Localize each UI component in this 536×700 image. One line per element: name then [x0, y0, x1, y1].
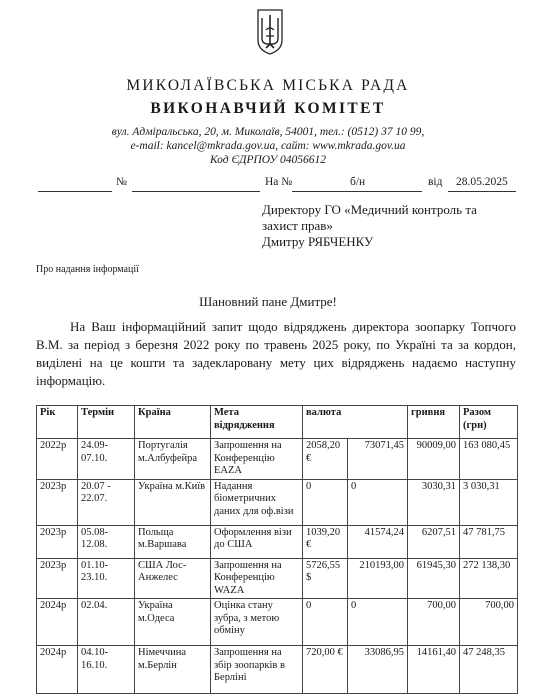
cell-term: 04.10-16.10. [78, 646, 135, 694]
cell-total: 272 138,30 [460, 558, 518, 599]
cell-currency-uah: 73071,45 [348, 439, 408, 480]
cell-country: Україна м.Одеса [135, 599, 211, 646]
body-paragraph: На Ваш інформаційний запит щодо відряджень директора зоопарку Топчого В.М. за період з березня 2022 року по травень 2025 року, по Україні та за кордон, виділені на це кошти та задекларовану мету цих відряджень надаємо наступну інформацію. [36, 319, 516, 388]
cell-country: Польща м.Варшава [135, 525, 211, 558]
ukraine-trident-icon [256, 8, 284, 56]
cell-year: 2022р [37, 439, 78, 480]
cell-purpose: Запрошення на Конференцію EAZA [211, 439, 303, 480]
table-row [37, 558, 518, 599]
org-name: МИКОЛАЇВСЬКА МІСЬКА РАДА [126, 77, 410, 94]
org-edrpou: Код ЄДРПОУ 04056612 [209, 154, 327, 166]
cell-uah: 700,00 [408, 599, 460, 646]
cell-purpose: Запрошення на Конференцію WAZA [211, 558, 303, 599]
cell-purpose: Оформлення візи до США [211, 525, 303, 558]
subject: Про надання інформації [36, 264, 139, 275]
table-row [37, 525, 518, 558]
recipient-block [262, 202, 522, 250]
header-uah: гривня [408, 406, 460, 439]
org-contacts: e-mail: kancel@mkrada.gov.ua, сайт: www.mkrada.gov.ua [130, 140, 406, 152]
cell-country: Португалія м.Албуфейра [135, 439, 211, 480]
cell-currency-uah: 210193,00 [348, 558, 408, 599]
cell-year: 2024р [37, 599, 78, 646]
cell-total: 47 248,35 [460, 646, 518, 694]
cell-total: 47 781,75 [460, 525, 518, 558]
recipient-line-2: захист прав» [262, 218, 333, 233]
table-row [37, 479, 518, 525]
cell-total: 163 080,45 [460, 439, 518, 480]
outgoing-number-line [132, 191, 260, 192]
cell-currency-uah: 33086,95 [348, 646, 408, 694]
cell-currency: 0 [303, 599, 348, 646]
cell-term: 05.08-12.08. [78, 525, 135, 558]
cell-year: 2023р [37, 525, 78, 558]
incoming-number-label: На № [265, 176, 293, 188]
cell-year: 2023р [37, 479, 78, 525]
table-row [37, 599, 518, 646]
header-country: Країна [135, 406, 211, 439]
cell-purpose: Надання біометричних даних для оф.візи [211, 479, 303, 525]
cell-currency: 0 [303, 479, 348, 525]
cell-purpose: Запрошення на збір зоопарків в Берліні [211, 646, 303, 694]
cell-country: Україна м.Київ [135, 479, 211, 525]
date-value: 28.05.2025 [456, 176, 508, 188]
header-year: Рік [37, 406, 78, 439]
cell-year: 2023р [37, 558, 78, 599]
cell-currency: 5726,55 $ [303, 558, 348, 599]
cell-currency-uah: 41574,24 [348, 525, 408, 558]
cell-uah: 14161,40 [408, 646, 460, 694]
table-row [37, 439, 518, 480]
cell-purpose: Оцінка стану зубра, з метою обміну [211, 599, 303, 646]
cell-country: Німеччина м.Берлін [135, 646, 211, 694]
cell-currency: 2058,20 € [303, 439, 348, 480]
header-total: Разом (грн) [460, 406, 518, 439]
cell-currency: 720,00 € [303, 646, 348, 694]
incoming-number-line [292, 191, 422, 192]
recipient-line-1: Директору ГО «Медичний контроль та [262, 202, 477, 217]
cell-term: 02.04. [78, 599, 135, 646]
cell-uah: 3030,31 [408, 479, 460, 525]
cell-currency-uah: 0 [348, 599, 408, 646]
cell-currency: 1039,20 € [303, 525, 348, 558]
cell-uah: 61945,30 [408, 558, 460, 599]
cell-uah: 6207,51 [408, 525, 460, 558]
cell-currency-uah: 0 [348, 479, 408, 525]
table-row [37, 646, 518, 694]
cell-uah: 90009,00 [408, 439, 460, 480]
outgoing-date-line [38, 191, 112, 192]
cell-term: 01.10-23.10. [78, 558, 135, 599]
cell-term: 24.09-07.10. [78, 439, 135, 480]
number-label: № [116, 176, 127, 188]
cell-country: США Лос-Анжелес [135, 558, 211, 599]
committee-name: ВИКОНАВЧИЙ КОМІТЕТ [150, 100, 386, 117]
header-term: Термін [78, 406, 135, 439]
cell-total: 3 030,31 [460, 479, 518, 525]
greeting: Шановний пане Дмитре! [199, 294, 337, 309]
header-currency: валюта [303, 406, 408, 439]
cell-total: 700,00 [460, 599, 518, 646]
header-purpose: Мета відрядження [211, 406, 303, 439]
cell-year: 2024р [37, 646, 78, 694]
table-header-row [37, 406, 518, 439]
recipient-line-3: Дмитру РЯБЧЕНКУ [262, 234, 374, 249]
date-line [448, 191, 516, 192]
trips-table [36, 405, 518, 694]
incoming-number-value: б/н [350, 176, 366, 188]
date-label: від [428, 176, 443, 188]
org-address: вул. Адміральська, 20, м. Миколаїв, 54001, тел.: (0512) 37 10 99, [111, 126, 425, 138]
cell-term: 20.07 - 22.07. [78, 479, 135, 525]
